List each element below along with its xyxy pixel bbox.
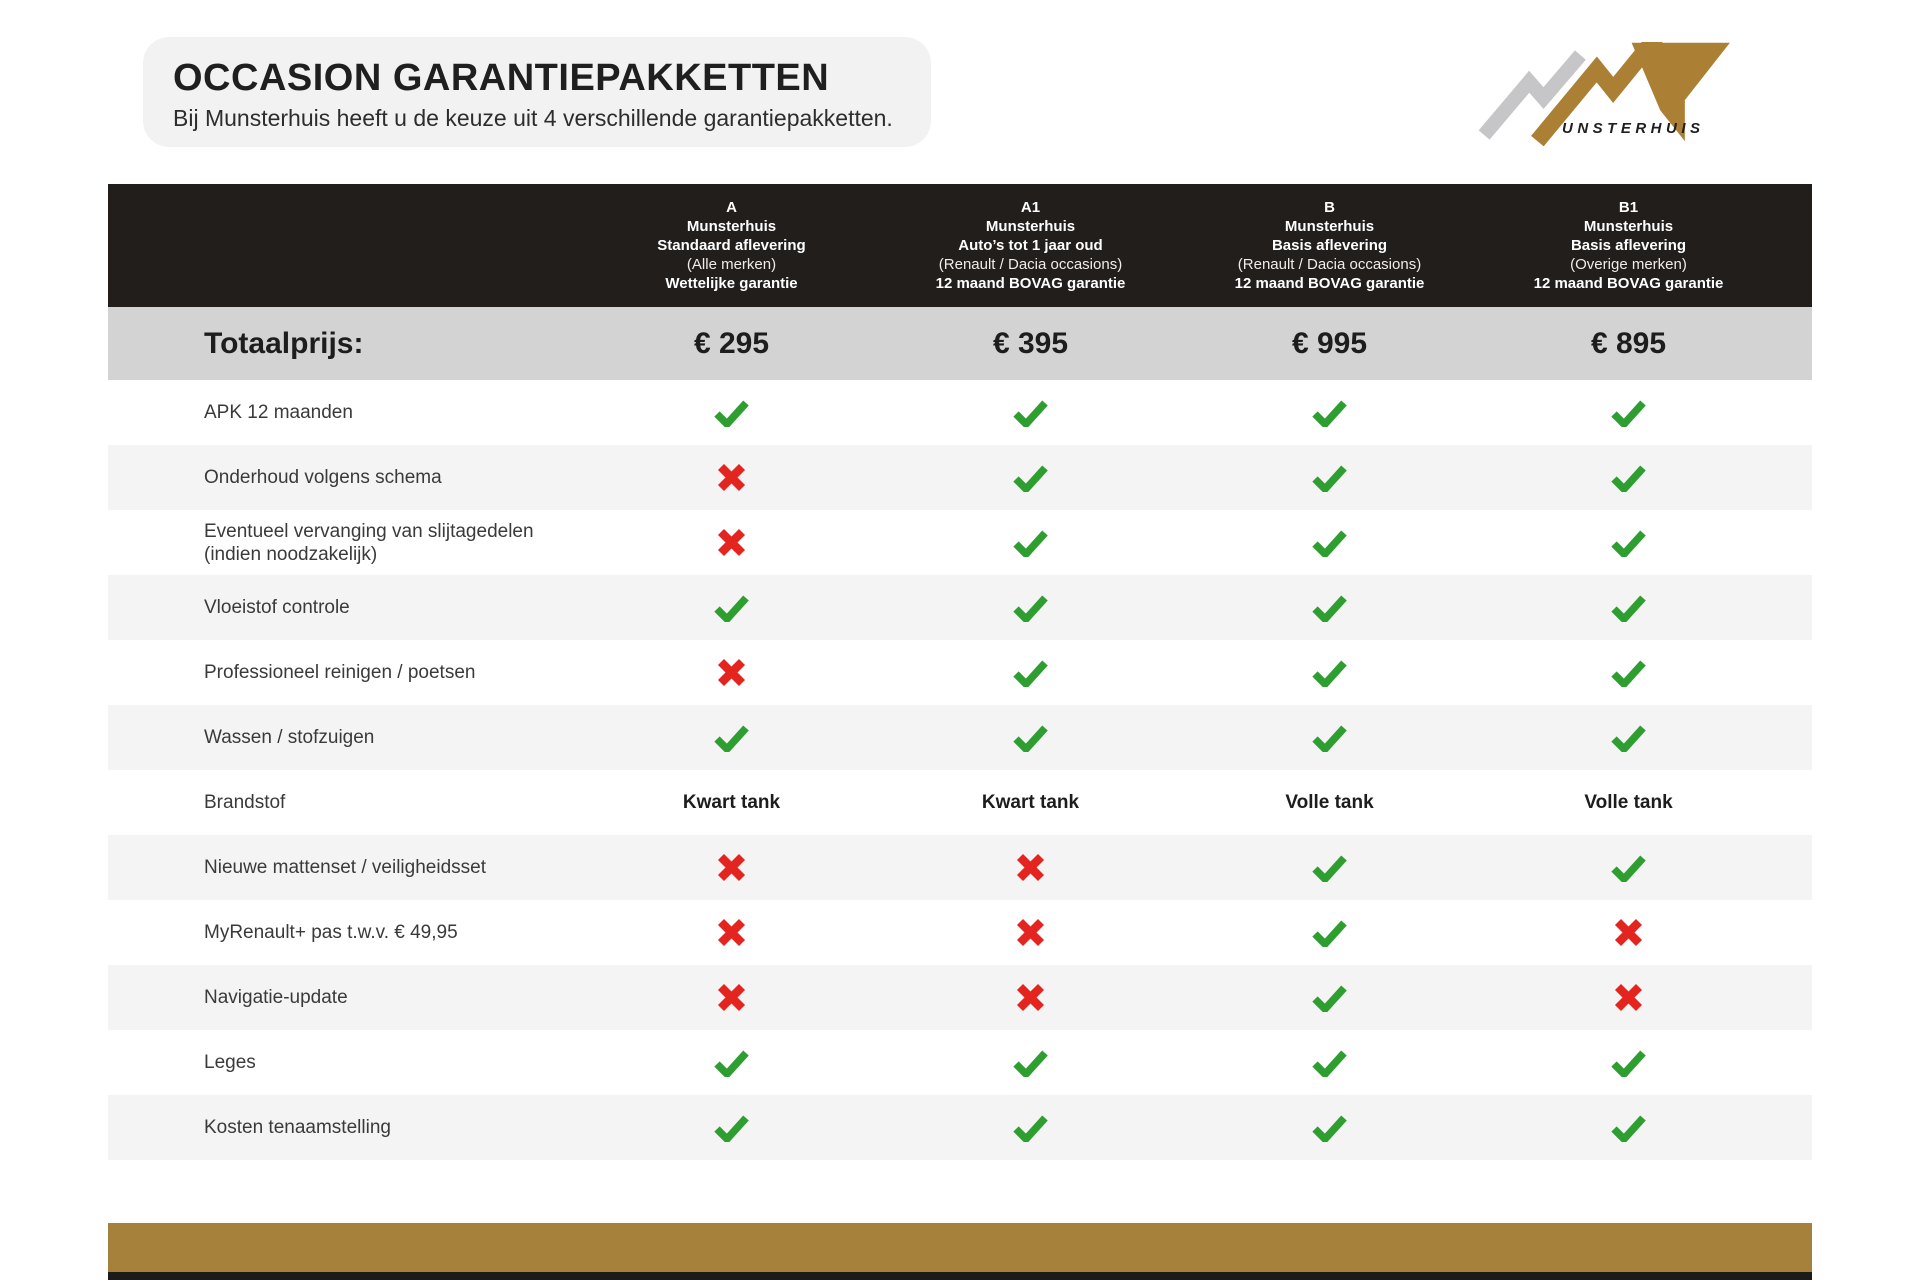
table-header-row [108,184,1812,307]
cross-icon [1015,982,1046,1013]
check-icon [1012,724,1049,752]
feature-value-a [582,982,881,1013]
black-footer-bar [108,1272,1812,1280]
feature-value-b1 [1479,529,1778,557]
check-icon [1610,1049,1647,1077]
feature-row-onderhoud [108,445,1812,510]
check-icon [1311,724,1348,752]
check-icon [1610,1114,1647,1142]
feature-label: Onderhoud volgens schema [204,467,442,488]
feature-value-a1 [881,1114,1180,1142]
feature-value-b1 [1479,917,1778,948]
feature-label: MyRenault+ pas t.w.v. € 49,95 [204,922,458,943]
package-brand: Munsterhuis [1583,218,1674,235]
feature-value-b1 [1479,464,1778,492]
package-desc: Auto’s tot 1 jaar oud [958,237,1103,254]
price-b: € 995 [1291,326,1368,360]
total-price-label: Totaalprijs: [204,326,364,360]
feature-value-b1 [1479,399,1778,427]
feature-row-navigatie [108,965,1812,1030]
feature-value-a [582,594,881,622]
package-header-b [1180,198,1479,293]
feature-label: Eventueel vervanging van slijtagedelen (indien noodzakelijk) [204,520,534,565]
package-code: B [1324,199,1335,216]
feature-value-a1 [881,852,1180,883]
feature-value-a [582,462,881,493]
check-icon [1311,1049,1348,1077]
package-header-a1 [881,198,1180,293]
package-desc: Basis aflevering [1271,237,1388,254]
cross-icon [1015,852,1046,883]
feature-row-brandstof [108,770,1812,835]
feature-value-b1: Volle tank [1584,791,1673,813]
check-icon [713,724,750,752]
feature-value-b [1180,399,1479,427]
feature-value-b [1180,854,1479,882]
comparison-table [108,184,1812,1160]
feature-value-a [582,1049,881,1077]
price-b1: € 895 [1590,326,1667,360]
feature-value-b [1180,1114,1479,1142]
feature-value-b [1180,984,1479,1012]
feature-label: Brandstof [204,792,286,813]
feature-row-reinigen [108,640,1812,705]
feature-value-a [582,852,881,883]
check-icon [1012,594,1049,622]
check-icon [713,594,750,622]
check-icon [1311,594,1348,622]
feature-value-b: Volle tank [1285,791,1374,813]
feature-value-b [1180,724,1479,752]
check-icon [1311,919,1348,947]
cross-icon [1015,917,1046,948]
feature-value-b [1180,919,1479,947]
check-icon [1311,1114,1348,1142]
check-icon [1610,594,1647,622]
page-title: OCCASION GARANTIEPAKKETTEN [173,57,830,99]
feature-label: Navigatie-update [204,987,348,1008]
feature-value-a [582,1114,881,1142]
feature-value-b [1180,594,1479,622]
package-warranty: Wettelijke garantie [665,275,798,292]
cross-icon [716,462,747,493]
feature-value-a1 [881,594,1180,622]
feature-value-a1 [881,399,1180,427]
feature-value-a [582,917,881,948]
cross-icon [716,657,747,688]
feature-value-b1 [1479,594,1778,622]
cross-icon [1613,917,1644,948]
cross-icon [716,917,747,948]
package-header-a [582,198,881,293]
check-icon [1012,1114,1049,1142]
check-icon [1610,399,1647,427]
feature-value-b1 [1479,659,1778,687]
price-a1: € 395 [992,326,1069,360]
price-a: € 295 [693,326,770,360]
feature-label: Professioneel reinigen / poetsen [204,662,476,683]
feature-value-a [582,657,881,688]
check-icon [1311,529,1348,557]
feature-value-b [1180,529,1479,557]
feature-value-a1: Kwart tank [981,791,1080,813]
feature-value-a1 [881,917,1180,948]
package-header-b1 [1479,198,1778,293]
feature-value-b [1180,659,1479,687]
package-warranty: 12 maand BOVAG garantie [935,275,1126,292]
cross-icon [1613,982,1644,1013]
check-icon [1012,399,1049,427]
feature-value-a1 [881,1049,1180,1077]
feature-label: APK 12 maanden [204,402,353,423]
feature-value-a [582,724,881,752]
check-icon [713,1049,750,1077]
feature-value-a1 [881,529,1180,557]
check-icon [1012,1049,1049,1077]
check-icon [1012,529,1049,557]
package-desc: Standaard aflevering [657,237,806,254]
feature-row-slijtagedelen [108,510,1812,575]
munsterhuis-wordmark: UNSTERHUIS [1562,120,1705,137]
package-code: A1 [1020,199,1041,216]
check-icon [1012,464,1049,492]
check-icon [713,399,750,427]
check-icon [1311,854,1348,882]
feature-row-vloeistof [108,575,1812,640]
check-icon [1610,659,1647,687]
package-scope: (Overige merken) [1570,256,1687,273]
check-icon [1610,724,1647,752]
package-scope: (Renault / Dacia occasions) [1237,256,1422,273]
feature-row-leges [108,1030,1812,1095]
feature-label: Leges [204,1052,256,1073]
feature-row-wassen [108,705,1812,770]
title-box [143,37,931,147]
package-code: A [726,199,737,216]
package-code: B1 [1618,199,1639,216]
feature-value-b1 [1479,982,1778,1013]
package-brand: Munsterhuis [686,218,777,235]
feature-label: Kosten tenaamstelling [204,1117,391,1138]
feature-value-b [1180,464,1479,492]
package-brand: Munsterhuis [985,218,1076,235]
feature-label: Wassen / stofzuigen [204,727,375,748]
feature-value-a1 [881,464,1180,492]
feature-row-apk [108,380,1812,445]
feature-value-b1 [1479,724,1778,752]
feature-value-b1 [1479,854,1778,882]
check-icon [1311,464,1348,492]
cross-icon [716,852,747,883]
feature-value-b1 [1479,1114,1778,1142]
check-icon [1311,659,1348,687]
cross-icon [716,982,747,1013]
feature-value-a [582,399,881,427]
check-icon [1610,529,1647,557]
munsterhuis-logo [1478,42,1734,146]
check-icon [1012,659,1049,687]
feature-row-myrenault [108,900,1812,965]
feature-value-b1 [1479,1049,1778,1077]
feature-value-a [582,527,881,558]
package-brand: Munsterhuis [1284,218,1375,235]
check-icon [1311,399,1348,427]
feature-value-a1 [881,982,1180,1013]
package-scope: (Renault / Dacia occasions) [938,256,1123,273]
cross-icon [716,527,747,558]
feature-label: Nieuwe mattenset / veiligheidsset [204,857,486,878]
check-icon [1610,854,1647,882]
package-desc: Basis aflevering [1570,237,1687,254]
package-warranty: 12 maand BOVAG garantie [1533,275,1724,292]
gold-footer-bar [108,1223,1812,1272]
feature-row-tenaamstelling [108,1095,1812,1160]
check-icon [1610,464,1647,492]
total-price-row [108,307,1812,380]
feature-value-b [1180,1049,1479,1077]
page-subtitle: Bij Munsterhuis heeft u de keuze uit 4 verschillende garantiepakketten. [173,105,893,131]
package-scope: (Alle merken) [686,256,777,273]
feature-value-a1 [881,724,1180,752]
feature-value-a1 [881,659,1180,687]
check-icon [713,1114,750,1142]
package-warranty: 12 maand BOVAG garantie [1234,275,1425,292]
feature-value-a: Kwart tank [682,791,781,813]
feature-row-mattenset [108,835,1812,900]
feature-label: Vloeistof controle [204,597,350,618]
check-icon [1311,984,1348,1012]
